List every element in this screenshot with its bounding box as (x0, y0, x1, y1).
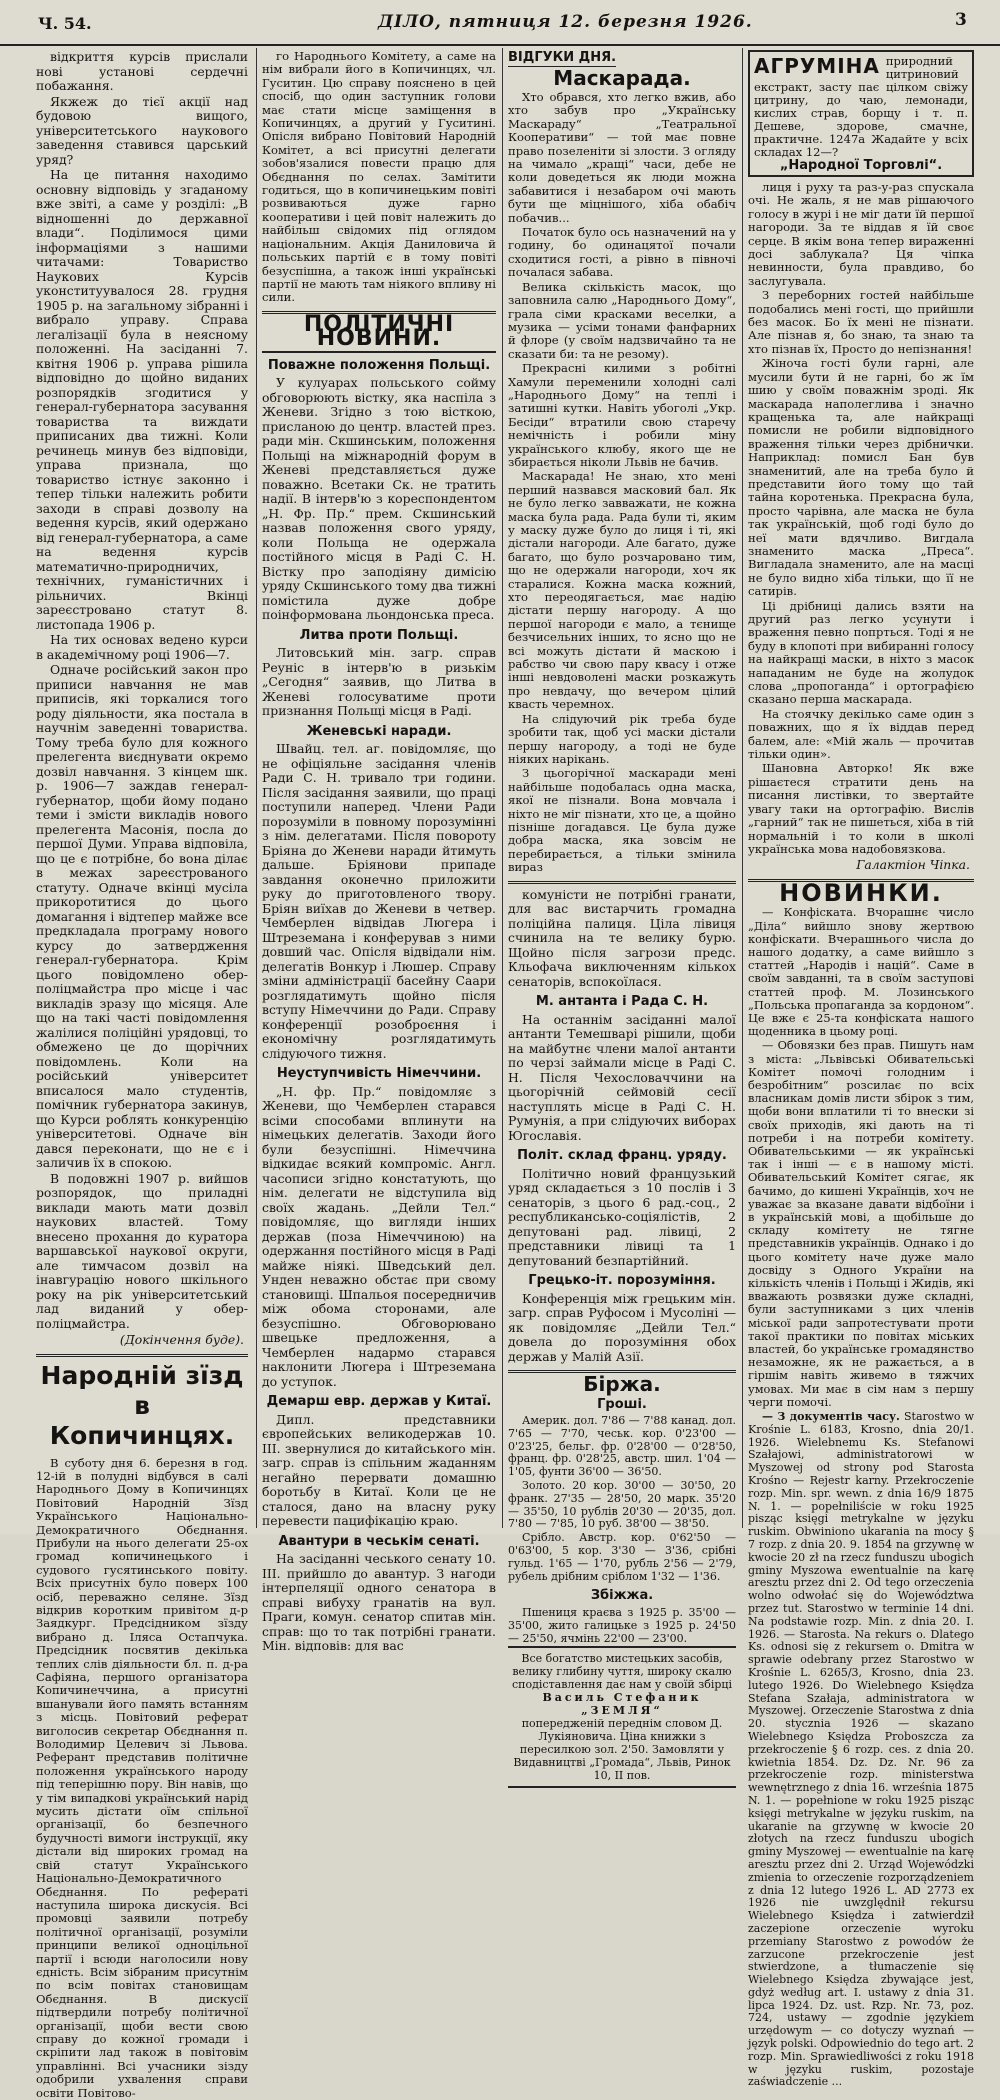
news-title: М. антанта і Рада С. Н. (508, 995, 736, 1010)
news-title: Поважне положення Польщі. (262, 359, 496, 374)
article-paragraph: В подовжні 1907 р. вийшов розпорядок, що приладні виклади мають мати дозвіл наукових властей. Тому внесено прохання до куратора варшавської наукової округи, але тимчасом дозвіл на інавгурацію нового шкільного року на рік університетський лад виданий у обер-поліцмайстра. (36, 1172, 248, 1332)
article-paragraph: Початок було ось назначений на у годину, бо одинацятої почали сходитися гості, а рівно в півночі почалася забава. (508, 226, 736, 280)
news-text: На засіданні чеського сенату 10. III. прийшло до авантур. З нагоди інтерпеляції одного сенатора в справі вибуху гранатів на вул. Праги, комун. сенатор спитав мін. справ: що то так потрібні гранати. Мін. відповів: для вас (262, 1552, 496, 1654)
news-text: — Обовязки без прав. Пишуть нам з міста: „Львівські Обивательські Комітет помочі голодним і безробітним“ розсилає по всіх власникам домів листи збірок з тим, щоби вони вплатили ті то внески зі своїх приходів, які дають на ті потреби і на потреби комітету. Обивательськими — як українські так і інші — є в нашому місті. Обивательський Комітет сягає, як бачимо, до кишені Українців, хоч не уважає за вказане давати відбоїни і в українській мові, а щобільше до складу комітету не тягне представників українців. Однако і до цього комітету наче дуже мало досвіду з Одного України на кількість членів і Польщі і Жидів, які вважають розвязки дуже складні, були заступниками з цих членів міської ради запротестувати проти такої практики по повітах міських властей, бо українське громадянство незаможне, як не ражається, а в гіршім навіть живемо в тяжчих умовах. Ми має в сім нам з першу черги помочі. (748, 1039, 974, 1409)
news-text: У кулуарах польського сойму обговорюють вістку, яка наспіла з Женеви. Згідно з тою вісткою, присланою до центр. властей през. ради мін. Скшинським, положення Польщі на міжнародній форум в Женеві представляється дуже поважно. Всетаки Ск. не тратить надії. В інтерв'ю з кореспондентом „Н. Фр. Пр.“ прем. Скшинський назвав положення свого уряду, коли Польща не одержала постійного місця в Раді С. Н. Вістку про заподіяну димісію уряду Скшинського тому два тижні помістила дуже добре поінформована льондонська преса. (262, 376, 496, 623)
article-paragraph: Маскарада! Не знаю, хто мені перший назвався масковий бал. Як не було легко завважати, не кожна маска була рада. Рада були ті, яким у маску дуже було до лиця і ті, які дістали нагороди. Але багато, дуже багато, що було розчаровано тим, що не одержали нагороди, хоч як старалися. Кожна маска кожний, хто переодягається, має надію дістати першу нагороду. А що першої нагороди є мало, а тєнище безчисельних інших, то ясно що не всі можуть дістати й маскою і рабство чи свою пару квасу і отже інші невдоволені маски розкажуть про невдачу, що вечером цілий квасть черемнох. (508, 470, 736, 711)
section-headline: ПОЛІТИЧНІ НОВИНИ. (262, 318, 496, 353)
article-paragraph: В суботу дня 6. березня в год. 12-ій в полудні відбувся в салі Народнього Дому в Копичинцях Повітовий Народній Зїзд Українського Національно-Демократичного Обєднання. Прибули на нього делегати 25-ох громад копичинецького і судового гусятинського повіту. Всіх присутніх було поверх 100 осіб, переважно селяне. Зїзд відкрив коротким привітом д-р Заядкург. Предсідником зїзду вибрано д. Іляса Остапчука. Предсідник посвятив декілька теплих слів діяльности бл. п. д-ра Сафіяна, першого організатора Копичинеччина, а присутні вшанували його память встанням з місць. Повітовий реферат виголосив секретар Обєднання п. Володимир Целевич зі Львова. Реферант представив політичне положення українського народу під теперішню пору. Він навів, що у тім випадкові український нарід мусить дістати оїм спільної організації, бо безпечного будучності вимоги інструкції, яку дістали від широких громад на свій статут Українського Національно-Демократичного Обєднання. По рефераті наступила широка дискусія. Всі промовці заявили потребу політичної організації, розуміли принципи великої одноцільної партії і всюди наголосили нову єдність. Всім зібраним присутнім по всім повітах становищам Обєднання. В дискусії підтвердили потребу політичної організації, щоби вести свою справу до кожної громади і скріпити лад також в повітовім управлінні. Всі учасники зізду одобрили ухвалення справи освіти Повітово- (36, 1457, 248, 2100)
author-signature: Галактіон Чіпка. (748, 858, 970, 873)
page-number: 3 (955, 10, 967, 30)
article-paragraph: Хто обрався, хто легко вжив, або хто забув про „Українську Маскараду“ „Театральної Кооперативи“ — той має повне право позеленіти зі злости. З огляду на чимало „кращі“ часи, дебе не коли доведеться як люди можна забавитися і незабаром очі мають бути ще міцнішого, хіба обабіч побачив... (508, 91, 736, 225)
issue-number: Ч. 54. (38, 14, 92, 33)
agrumina-advertisement (748, 50, 974, 177)
article-paragraph: го Народнього Комітету, а саме на нім вибрали його в Копичинцях, чл. Гуситин. Цю справу пояснено в цей спосіб, що один заступник голови має стати місце заміщення в Копичинцях, а другий у Гуситині. Опісля вибрано Повітовий Народній Комітет, а всі присутні делегати зобов'язалися повести працю для Обєднання по селах. Замітити годиться, що в копичинецьким повіті розвиваються дуже гарно кооперативи і цей повіт належить до найбільш свідомих під оглядом національним. Акція Даниловича й польських партій є в тому повіті безуспішна, а також інші українські партії не мають там ніякого впливу ні сили. (262, 50, 496, 305)
news-title: Грецько-іт. порозуміння. (508, 1274, 736, 1289)
news-text: Швайц. тел. аг. повідомляє, що не офіціяльне засідання членів Ради С. Н. тривало три години. Після засідання заявили, що праці поступили наперед. Члени Ради порозуміли в повному порозумінні з нім. делегатами. Після повороту Бріяна до Женеви наради йтимуть дальше. Бріянови припаде завдання оконечно приложити руку до приготовленого твору. Бріян виїхав до Женеви в четвер. Чемберлен відвідав Люгера і Штреземана і конферував з ними довший час. Опісля відвідали нім. делегатів Вонкур і Люшер. Справу зміни адміністрації басейну Саари розглядатимуть щойно після вступу Німеччини до Ради. Справу конференції розоброєння і економічну розглядатимуть слідуючого тижня. (262, 742, 496, 1061)
article-paragraph: Одначе російський закон про приписи навчання не мав приписів, які торкалися того роду діяльности, яка постала в научнім заведенні товариства. Тому треба було для кожного прелегента виєднувати окремо дозвіл навчання. З кінцем шк. р. 1906—7 заждав генерал-губернатор, щоби йому подано теми і змісти викладів нового прелегента Масонія, посла до першої Думи. Управа відповіла, що це є потрібне, бо вона ділає в межах зареєстрованого статуту. Одначе вкінці мусіла прикоротитися до цього домагання і відтепер майже все предкладала програму нового курсу до затвердження генерал-губернатора. Крім цього повідомлено обер-поліцмайстра про місце і час викладів зразу що місяця. Але що на такі часті повідомлення жалілися поліційні урядовці, то обмежено це до щорічних повідомлень. Коли на російський університет вписалося мало студентів, помічник губернатора закинув, що Курси роблять конкуренцію університетові. Одначе він дався переконати, що не є і заличив їх в спокою. (36, 663, 248, 1171)
market-rates: Золото. 20 кор. 30'00 — 30'50, 20 франк. 27'35 — 28'50, 20 марк. 35'20 — 35'50, 10 рублів 20'30 — 20'35, дол. 7'80 — 7'85, 10 руб. 38'00 — 38'50. (508, 1480, 736, 1531)
news-text (748, 1411, 974, 2089)
market-subhead: Збіжжа. (508, 1589, 736, 1604)
ad-brand: „Народної Торговлі“. (754, 159, 968, 172)
article-paragraph: відкриття курсів прислали нові установі сердечні побажання. (36, 50, 248, 94)
headline-line: Копичинцях. (36, 1421, 248, 1451)
market-subhead: Гроші. (508, 1398, 736, 1413)
article-paragraph: На тих основах ведено курси в академічному році 1906—7. (36, 633, 248, 662)
column-rule (502, 48, 503, 1528)
news-text: „Н. фр. Пр.“ повідомляє з Женеви, що Чемберлен старався всіми способами вплинути на німецьких делегатів. Заходи його були безуспішні. Німеччина відкидає всякий компроміс. Англ. часописи згідно констатують, що нім. делегати не відступила від своїх жадань. „Дейли Тел.“ повідомляє, що вигляди інших держав (поза Німеччиною) на одержання постійного місця в Раді майже ніякі. Шведський дел. Унден неважно обстає при свому становищі. Шпальоя посередничив між обома сторонами, але безуспішно. Обговорювано швецьке предложення, а Чемберлен надармо старався наклонити Люгера і Штреземана до уступок. (262, 1085, 496, 1390)
article-paragraph: Якжеж до тієї акції над будовою вищого, університетського наукового заведення ставився царський уряд? (36, 95, 248, 168)
news-section-headline: НОВИНКИ. (748, 886, 974, 901)
ad-book-title: „ЗЕМЛЯ“ (510, 1704, 734, 1717)
section-divider (508, 881, 736, 884)
section-label: ВІДГУКИ ДНЯ. (508, 51, 616, 67)
page-header (0, 0, 1000, 46)
news-title: Литва проти Польщі. (262, 629, 496, 644)
column-2 (262, 50, 496, 1530)
column-rule (742, 48, 743, 1528)
article-paragraph: На слідуючий рік треба буде зробити так, щоб усі маски дістали першу нагороду, а тоді не буде ніяких нарікань. (508, 713, 736, 767)
news-title: Демарш евр. держав у Китаї. (262, 1395, 496, 1410)
market-rates: Пшениця краєва з 1925 р. 35'00 — 35'00, жито галицьке з 1925 р. 24'50 — 25'50, ячмінь 22'00 — 23'00. (508, 1607, 736, 1645)
headline-line: Народній зїзд в (36, 1361, 248, 1421)
headline-congress (36, 1361, 248, 1451)
news-text: Дипл. представники європейських великодержав 10. III. звернулися до китайського мін. загр. справ із спільним жаданням негайно перервати домашню боротьбу в Китаї. Коли це не сталося, дано на власну руку перевести пацифікацію краю. (262, 1413, 496, 1529)
section-divider (36, 1354, 248, 1357)
article-paragraph: Жіноча гості були гарні, але мусили бути й не гарні, бо ж їм шию у своїм поважнім зроді. Як маскарада наполеглива і значно кращенька та, але найкращі помисли не робили відповідного враження тільки через дрібнички. Наприклад: помисл Бан був знаменитий, але на треба було й представити його тому що тай тайна коротенька. Прекрасна була, просто чарівна, але маска не була так українській, щоб годі було до неї мати вдячливо. Вигдала знаменито маска „Преса“. Вигладала знаменито, але на масці не було видно хіба тільки, що її не сатирів. (748, 357, 974, 598)
feuilleton-title: Маскарада. (508, 71, 736, 86)
article-paragraph: На це питання находимо основну відповідь у згаданому вже звіті, а саме у розділі: „В відношенні до державної влади“. Поділимося цими інформаціями з нашими читачами: Товариство Наукових Курсів уконституувалося 28. грудня 1905 р. на загальному зібранні і вибрало управу. Справа легалізації була в неясному положенні. На засіданні 7. квітня 1906 р. управа рішила відповідно до щойно виданих розпорядків згодитися у генерал-губернатора засування товариства та виждати приписаних два тижні. Коли речинець минув без відповіди, управа признала, що товариство істнує законно і тепер тільки належить робити заходи в справі дозволу на ведення курсів, який одержано від генерал-губернатора, а саме на ведення курсів математично-природничих, технічних, гуманістичних і рільничих. Вкінці зареєстровано статут 8. листопада 1906 р. (36, 168, 248, 632)
news-text: Політично новий французький уряд складається з 10 послів і 3 сенаторів, з цього 6 рад.-соц., 2 республикансько-соціялістів, 2 депутовані рад. лівиці, 2 представники лівиці та 1 депутований безпартійний. (508, 1167, 736, 1269)
article-paragraph: На стоячку декілько саме один з поважних, що я їх віддав перед балем, але: «Мій жаль — прочитав тільки один». (748, 708, 974, 762)
news-title: Політ. склад франц. уряду. (508, 1149, 736, 1164)
book-advertisement (508, 1646, 736, 1788)
market-rates: Америк. дол. 7'86 — 7'88 канад. дол. 7'65 — 7'70, чеськ. кор. 0'23'00 — 0'23'25, бельг. фр. 0'28'00 — 0'28'50, франц. фр. 0'28'25, австр. шил. 1'04 — 1'05, фунти 36'00 — 36'50. (508, 1415, 736, 1479)
document-quote: Starostwo w Krośnie L. 6183, Krosno, dnia 20/1. 1926. Wielebnemu Ks. Stefanowi Szałajowi, administratorowi w Myszowej od strony pod Starosta Krośno — Rejestr karny. Przekroczenie rozp. Min. spr. wewn. z dnia 16/9 1875 N. 1. — popełniliście w roku 1925 pisząc księgi metrykalne w języku ruskim. Obwiniono ukarania na mocy § 7 rozp. z dnia 20. 9. 1854 na grzywnę w kwocie 20 zł na rzecz funduszu ubogich gminy Myszowa ewentualnie na karę aresztu przez dni 2. Od tego orzeczenia wolno odwołać się do Województwa przez tut. Starostwo w terminie 14 dni. Na podstawie rozp. Min. z dnia 20. I. 1926. — Starosta. Na rekurs o. Dlatego Ks. odnosi się z rekursem o. Dmitra w sprawie odebrany przez Starostwo w Krośnie L. 6265/3, Krosno, dnia 23. lutego 1926. Do Wielebnego Księdza Stefana Szałaja, administratora w Myszowej. Orzeczenie Starostwa z dnia 20. stycznia 1926 — skazano Wielebnego Księdza Proboszcza za przekroczenie § 6 rozp. ces. z dnia 20. kwietnia 1854. Dz. Dz. Nr. 96 za przekroczenie rozp. ministerstwa wewnętrznego z dnia 16. września 1875 N. 1. — popełnione w roku 1925 pisząc księgi metrykalne w języku ruskim, na ukaranie na grzywnę w kwocie 20 złotych na rzecz funduszu ubogich gminy Myszowej — ewentualnie na karę aresztu przez dni 2. Urząd Wojewódzki zmienia to orzeczenie rozporządzeniem z dnia 12 lutego 1926 L. AD 2773 ex 1926 nie uwzględnił rekursu Wielebnego Księdza i zatwierdził zaczepione orzeczenie wyroku przemiany Starostwo z powodów że zarzucone przekroczenie jest stwierdzone, a tłumaczenie się Wielebnego Księdza zbywające jest, gdyż według art. I. ustawy z dnia 31. lipca 1924. Dz. ust. Rzp. Nr. 73, poz. 724, ustawy — zgodnie językiem urzędowym — co dotyczy wyznań — język polski. Odpowiednio do tego art. 2 rozp. Min. Sprawiedliwości z roku 1918 w języku ruskim, pozostaje zaświadczenie ... (748, 1410, 974, 2088)
continuation-note: (Докінчення буде). (36, 1333, 244, 1348)
column-rule (256, 48, 257, 1528)
column-4 (748, 50, 974, 1530)
ad-title: АГРУМІНА (754, 55, 880, 77)
news-text: — Конфіската. Вчорашнє число „Діла“ вийшло знову жертвою конфіскати. Вчерашнього числа до нашого додатку, а саме вийшло з статтей „Народів і націй“. Саме в своїм завданні, та в своїм заступові статтей проф. М. Лозинського „Польська пропаганда за кордоном“. Це вже є 25-та конфіската нашого щоденника в цьому році. (748, 906, 974, 1038)
article-paragraph: лиця і руху та раз-у-раз спускала очі. Не жаль, я не мав рішаючого голосу в журі і не міг дати їй першої нагороди. За те віддав я їй своє серце. В якім вона тепер вираженні досі заблукала? Ця чіпка невинности, була правдиво, бо заслугувала. (748, 181, 974, 288)
article-paragraph: Ці дрібниці дались взяти на другий раз легко усунути і враження певно попрться. Тоді я не буду в клопоті при вибиранні голосу на найкращі маски, в ніхто з масок нападаним не буде на жолудок слова „пропоганда“ і ортографією сказано перша маскарада. (748, 600, 974, 707)
ad-line: попередженій переднім словом Д. Лукіяновича. Ціна книжки з пересилкою зол. 2'50. Замовляти у Видавництві „Громада“, Львів, Ринок 10, II пов. (510, 1717, 734, 1782)
ad-text: природний цитриновий екстракт, засту пає цілком свіжу цитрину, до чаю, лемонади, кислих страв, борщу і т. п. Дешеве, здорове, смачне, практичне. 1247а Жадайте у всіх складах 12—? (754, 54, 968, 159)
news-text: Литовський мін. загр. справ Реуніс в інтерв'ю в ризькім „Сегодня“ заявив, що Литва в Женеві голосуватиме проти признання Польщі місця в Раді. (262, 646, 496, 719)
ad-author: Василь Стефаник (510, 1691, 734, 1704)
news-text: На останнім засіданні малої антанти Темешварі рішили, щоби на майбутнє члени малої антанти по черзі займали місце в Раді С. Н. Після Чехословаччини на цьогорічній сеймовій сесії наступлять місце в Раді С. Н. Румунія, а при слідуючих виборах Югославія. (508, 1013, 736, 1144)
column-3 (508, 50, 736, 1530)
article-paragraph: Шановна Авторко! Як вже рішаєтеся стратити день на писання листівки, то звертайте увагу таки на ортографію. Вислів „гарний“ так не пишеться, хіба в тій нормальній і то коли в школі українська мова надобовязкова. (748, 762, 974, 856)
news-text: комуністи не потрібні гранати, для вас вистарчить громадна поліційна палиця. Ціла лівиця счинила на те велику бурю. Щойно після загрози предс. Кльофача виключенням кількох сенаторів, вспокоїлася. (508, 888, 736, 990)
news-text: Конференція між грецьким мін. загр. справ Руфосом і Мусоліні — як повідомляє „Дейли Тел.“ довела до порозуміння обох держав у Малій Азії. (508, 1292, 736, 1365)
article-paragraph: З цьогорічної маскаради мені найбільше подобалась одна маска, якої не пізнали. Вона мовчала і ніхто не міг пізнати, хто це, а щойно пізніше догадався. Це була дуже добра маска, яка зовсім не перебирається, а тільки змінила вираз (508, 767, 736, 874)
column-1 (36, 50, 248, 1530)
market-headline: Біржа. (508, 1377, 736, 1392)
market-rates: Срібло. Австр. кор. 0'62'50 — 0'63'00, 5 кор. 3'30 — 3'36, срібні гульд. 1'65 — 1'70, рубль 2'56 — 2'79, рубель дрібним сріблом 1'32 — 1'36. (508, 1532, 736, 1583)
news-title: Авантури в чеськім сенаті. (262, 1535, 496, 1550)
news-title: Женевські наради. (262, 725, 496, 740)
article-paragraph: Велика скількість масок, що заповнила салю „Народнього Дому“, грала сіми красками веселки, а музика — усіми тонами фанфарних й флоре (у своїм надзвичайно та не сказати би: та не резому). (508, 281, 736, 361)
article-paragraph: Прекрасні килими з робітні Хамули переменили холодні салі „Народнього Дому“ на теплі і затишні кутки. Навіть убоголі „Укр. Бесіди“ втратили свою старечу немічність і робили міну українського клюбу, якого ще не збирається ніколи Львів не бачив. (508, 362, 736, 469)
ad-line: Все богатство мистецьких засобів, велику глибину чуття, широку скалю сподіставлення дає нам у своїй збірці (510, 1652, 734, 1691)
masthead: ДІЛО, пятниця 12. березня 1926. (378, 12, 753, 32)
news-title: Неуступчивість Німеччини. (262, 1067, 496, 1082)
article-paragraph: З переборних гостей найбільше подобались мені гості, що прийшли без масок. Бо їх мені не пізнати. Але пізнав я, бо знаю, та знаю та хто пізнав їх, Просто до непізнання! (748, 289, 974, 356)
news-title: — З документів часу. (762, 1410, 900, 1423)
